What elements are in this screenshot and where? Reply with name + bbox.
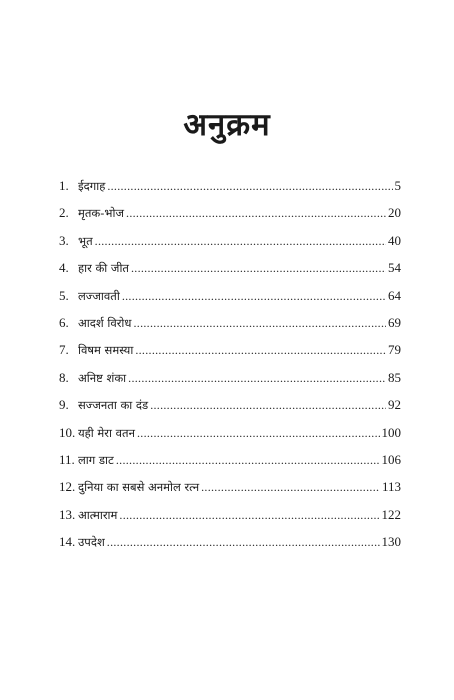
entry-page: 113 [381, 479, 401, 495]
dot-leader [116, 453, 380, 468]
entry-number: 2. [59, 205, 69, 221]
dot-leader [133, 316, 386, 331]
entry-number: 11. [59, 451, 75, 467]
entry-title: मृतक-भोज [78, 206, 125, 221]
entry-number: 7. [59, 342, 69, 358]
entry-number: 12. [59, 479, 76, 495]
dot-leader [122, 289, 386, 304]
entry-title: लज्जावती [78, 288, 120, 303]
entry-page: 130 [381, 534, 401, 550]
toc-entry [59, 260, 401, 287]
dot-leader [119, 508, 379, 523]
entry-number: 6. [59, 314, 69, 330]
toc-entry [59, 178, 401, 205]
entry-page: 106 [381, 451, 401, 467]
dot-leader [126, 206, 386, 221]
dot-leader [107, 179, 392, 194]
toc-entry [59, 205, 401, 232]
toc-entry [59, 479, 401, 506]
table-of-contents [59, 178, 401, 561]
dot-leader [137, 426, 380, 441]
toc-entry [59, 233, 401, 260]
entry-title: उपदेश [78, 535, 105, 550]
toc-entry [59, 397, 401, 424]
entry-page: 85 [388, 369, 401, 385]
entry-page: 54 [388, 260, 401, 276]
entry-page: 100 [381, 424, 401, 440]
entry-page: 5 [394, 178, 401, 193]
entry-number: 14. [59, 534, 76, 550]
entry-number: 4. [59, 260, 69, 276]
toc-entry [59, 534, 401, 561]
entry-number: 5. [59, 287, 69, 303]
entry-page: 79 [388, 342, 401, 358]
dot-leader [95, 234, 386, 249]
dot-leader [201, 480, 380, 495]
entry-page: 20 [388, 205, 401, 221]
entry-title: यही मेरा वतन [78, 425, 135, 440]
entry-number: 3. [59, 232, 69, 248]
dot-leader [150, 398, 386, 413]
entry-page: 69 [388, 314, 401, 330]
dot-leader [135, 343, 386, 358]
entry-title: हार की जीत [78, 261, 129, 276]
entry-title: सज्जनता का दंड [78, 398, 149, 413]
entry-title: दुनिया का सबसे अनमोल रत्न [78, 480, 200, 495]
toc-entry [59, 370, 401, 397]
entry-title: विषम समस्या [78, 343, 134, 358]
entry-page: 64 [388, 287, 401, 303]
entry-number: 8. [59, 369, 69, 385]
dot-leader [107, 535, 380, 550]
entry-title: आदर्श विरोध [78, 315, 132, 330]
entry-title: ईदगाह [78, 179, 106, 193]
toc-entry [59, 452, 401, 479]
toc-entry [59, 425, 401, 452]
entry-title: लाग डाट [78, 452, 114, 467]
entry-title: अनिष्ट शंका [78, 370, 127, 385]
entry-number: 1. [59, 178, 69, 193]
entry-number: 10. [59, 424, 76, 440]
dot-leader [128, 371, 386, 386]
toc-entry [59, 288, 401, 315]
entry-number: 9. [59, 397, 69, 413]
toc-entry [59, 507, 401, 534]
entry-title: भूत [78, 233, 93, 248]
entry-number: 13. [59, 506, 76, 522]
toc-entry [59, 315, 401, 342]
page-title: अनुक्रम [183, 107, 271, 143]
entry-page: 92 [388, 397, 401, 413]
entry-page: 40 [388, 232, 401, 248]
entry-page: 122 [381, 506, 401, 522]
entry-title: आत्माराम [78, 507, 118, 522]
dot-leader [131, 261, 386, 276]
toc-entry [59, 342, 401, 369]
